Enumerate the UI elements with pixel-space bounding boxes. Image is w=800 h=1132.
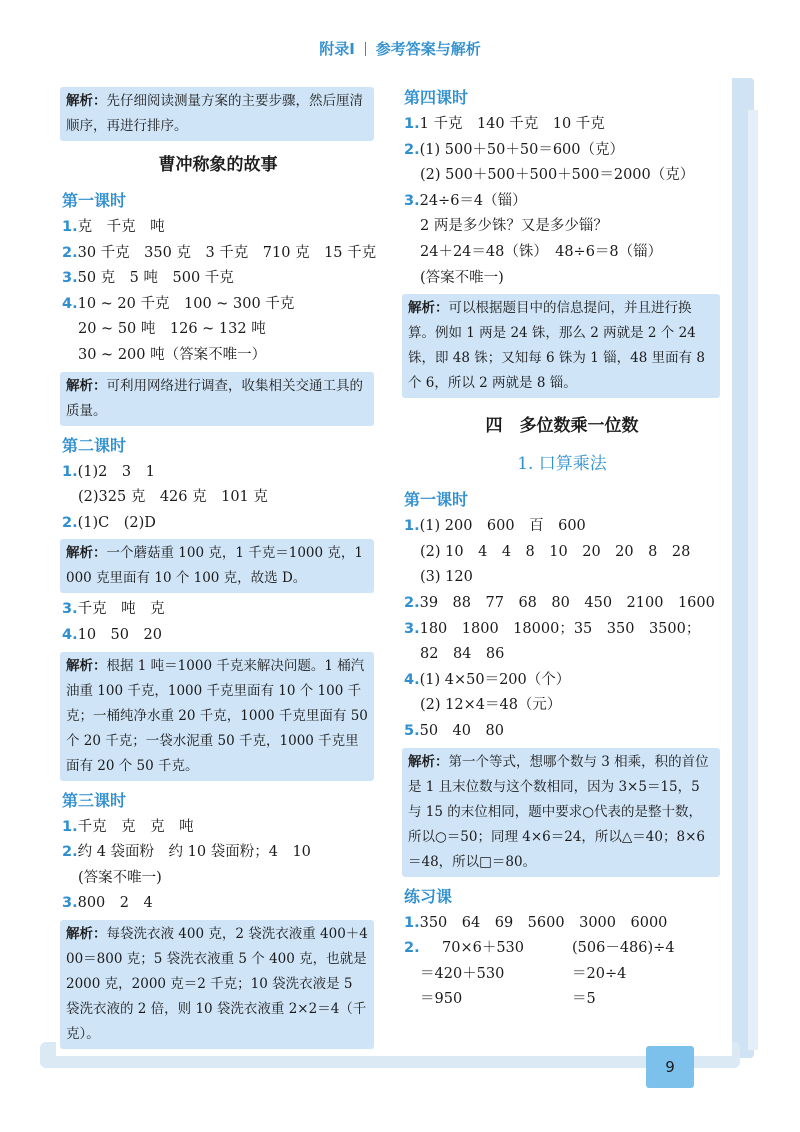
story-title: 曹冲称象的故事 [158, 155, 278, 175]
analysis-text: 可以根据题目中的信息提问，并且进行换算。例如 1 两是 24 铢，那么 2 两就是 2 个 24 铢，即 48 铢；又知每 6 铢为 1 锱，48 里面有 8 个 6，所以 2 两就是 8 锱。 [408, 300, 705, 392]
answer-line [404, 189, 720, 215]
answer-continuation: 2 两是多少铢？又是多少锱？ [420, 218, 608, 235]
analysis-text: 一个蘑菇重 100 克，1 千克＝1000 克，1000 克里面有 10 个 100 克，故选 D。 [66, 545, 363, 587]
question-number: 2. [404, 141, 420, 158]
calc-step: 70×6＋530 [442, 940, 525, 957]
question-number: 3. [404, 192, 420, 209]
answer-continuation: (2) 500＋500＋500＋500＝2000（克） [420, 167, 695, 184]
question-number: 2. [62, 244, 78, 261]
answer-text: 50 克 5 吨 500 千克 [77, 270, 234, 287]
answer-line [62, 511, 374, 537]
lesson-heading: 第三课时 [62, 790, 127, 810]
answer-line [404, 112, 720, 138]
answer-line [62, 840, 374, 866]
analysis-box [402, 294, 720, 398]
answer-text: (1) 4×50＝200（个） [419, 671, 571, 688]
answer-line [62, 815, 374, 841]
analysis-label: 解析： [408, 753, 449, 770]
analysis-text: 第一个等式，想哪个数与 3 相乘，积的首位是 1 且末位数与这个数相同，因为 3×5＝15，5 与 15 的末位相同，题中要求○代表的是整十数，所以○＝50；同理 4×6＝24，所以△＝40；8×6＝48，所以□＝80。 [408, 753, 709, 870]
question-number: 1. [62, 818, 78, 835]
question-number: 5. [404, 722, 420, 739]
answer-text: (1)2 3 1 [77, 463, 155, 480]
answer-text: 180 1800 18000；35 350 3500； [419, 620, 701, 637]
calc-step: ＝420＋530 [420, 965, 505, 982]
calculation-row [404, 962, 720, 988]
answer-line [404, 719, 720, 745]
answer-text: 350 64 69 5600 3000 6000 [419, 914, 668, 931]
question-number: 4. [62, 295, 78, 312]
answer-line [404, 138, 720, 164]
question-number: 3. [404, 620, 420, 637]
question-number: 3. [62, 270, 78, 287]
answer-line [62, 266, 374, 292]
header-separator [365, 42, 366, 56]
analysis-text: 可利用网络进行调查，收集相关交通工具的质量。 [66, 377, 363, 419]
question-number: 3. [62, 895, 78, 912]
subsection-title: 1. 口算乘法 [517, 454, 607, 475]
answer-line [62, 292, 374, 318]
analysis-text: 每袋洗衣液 400 克，2 袋洗衣液重 400＋400＝800 克；5 袋洗衣液重 5 个 400 克，也就是 2000 克，2000 克＝2 千克；10 袋洗衣液是 5 袋洗衣液的 2 倍，则 10 袋洗衣液重 2×2＝4（千克）。 [66, 925, 368, 1042]
analysis-label: 解析： [66, 925, 107, 942]
running-header [0, 38, 800, 59]
analysis-box [60, 652, 374, 781]
answer-line [62, 215, 374, 241]
analysis-box [60, 539, 374, 593]
calc-step: ＝5 [572, 991, 596, 1008]
answer-continuation: 20 ~ 50 吨 126 ~ 132 吨 [78, 321, 266, 338]
answer-line [404, 911, 720, 937]
answer-continuation: 24＋24＝48（铢） 48÷6＝8（锱） [420, 243, 663, 260]
lesson-heading: 第四课时 [404, 88, 469, 107]
question-number: 2. [62, 844, 78, 861]
answer-text: (1) 500＋50＋50＝600（克） [419, 141, 625, 158]
question-number: 1. [404, 116, 420, 132]
answer-text: 克 千克 吨 [77, 219, 165, 235]
question-number: 3. [62, 601, 78, 618]
answer-text: 24÷6＝4（锱） [419, 192, 527, 209]
analysis-label: 解析： [408, 300, 449, 317]
question-number: 4. [404, 671, 420, 688]
answer-continuation: (3) 120 [420, 569, 473, 586]
answer-text: 千克 克 克 吨 [77, 818, 194, 835]
appendix-label: 附录Ⅰ [319, 40, 355, 58]
question-number: 4. [62, 626, 78, 643]
question-number: 2. [404, 940, 420, 957]
answer-line [62, 891, 374, 917]
lesson-heading: 第一课时 [404, 490, 469, 510]
analysis-label: 解析： [66, 657, 107, 674]
answer-line [404, 591, 720, 617]
calc-step: (506－486)÷4 [572, 940, 675, 957]
unit-title: 四 多位数乘一位数 [485, 416, 639, 437]
answer-text: 800 2 4 [77, 895, 153, 912]
analysis-text: 先仔细阅读测量方案的主要步骤，然后厘清顺序，再进行排序。 [66, 93, 363, 134]
answer-text: 千克 吨 克 [77, 601, 165, 618]
answer-text: (1) 200 600 百 600 [419, 518, 586, 535]
answer-text: 10 ~ 20 千克 100 ~ 300 千克 [77, 295, 295, 312]
question-number: 1. [62, 463, 78, 480]
calculation-row [404, 936, 720, 962]
calc-step: ＝950 [420, 991, 463, 1008]
lesson-heading: 第一课时 [62, 191, 127, 210]
page-edge-decoration-inner [748, 110, 758, 1050]
analysis-box [60, 920, 374, 1049]
answer-continuation: (2)325 克 426 克 101 克 [78, 489, 268, 506]
analysis-box [60, 372, 374, 426]
answer-text: 50 40 80 [419, 722, 504, 739]
answer-text: 39 88 77 68 80 450 2100 1600 [419, 594, 715, 611]
lesson-heading: 练习课 [404, 886, 453, 906]
answer-line [404, 668, 720, 694]
answer-line [62, 597, 374, 623]
left-column [62, 84, 377, 1053]
page-number: 9 [646, 1046, 694, 1088]
answer-text: 30 千克 350 克 3 千克 710 克 15 千克 [77, 244, 377, 261]
answer-continuation: (2) 12×4＝48（元） [420, 697, 562, 714]
calc-step: ＝20÷4 [572, 965, 627, 982]
right-column [404, 84, 720, 1013]
lesson-heading: 第二课时 [62, 435, 127, 455]
analysis-label: 解析： [66, 545, 107, 562]
analysis-box [402, 748, 720, 877]
answer-line [404, 514, 720, 540]
calculation-row [404, 987, 720, 1013]
question-number: 2. [62, 514, 78, 531]
analysis-box [60, 87, 374, 141]
question-number: 1. [404, 914, 420, 931]
answer-text: (1)C (2)D [77, 514, 156, 531]
analysis-label: 解析： [66, 377, 107, 394]
answer-line [62, 460, 374, 486]
answer-text: 约 4 袋面粉 约 10 袋面粉；4 10 [77, 844, 311, 861]
question-number: 1. [62, 219, 78, 235]
answer-continuation: 30 ~ 200 吨（答案不唯一） [78, 346, 267, 363]
question-number: 1. [404, 518, 420, 535]
answer-line [62, 623, 374, 649]
answer-continuation: (2) 10 4 4 8 10 20 20 8 28 [420, 543, 691, 560]
answer-text: 10 50 20 [77, 626, 162, 643]
answer-text: 1 千克 140 千克 10 千克 [419, 116, 605, 132]
answer-continuation: (答案不唯一) [78, 869, 162, 886]
answer-continuation: (答案不唯一) [420, 269, 504, 286]
question-number: 2. [404, 594, 420, 611]
answer-continuation: 82 84 86 [420, 646, 505, 663]
analysis-label: 解析： [66, 93, 107, 109]
answer-line [404, 617, 720, 643]
header-title: 参考答案与解析 [375, 40, 481, 58]
answer-line [62, 241, 377, 267]
analysis-text: 根据 1 吨＝1000 千克来解决问题。1 桶汽油重 100 千克，1000 千克里面有 10 个 100 千克；一桶纯净水重 20 千克，1000 千克里面有 50 个 20 千克；一袋水泥重 50 千克，1000 千克里面有 20 个 50 千克。 [66, 657, 368, 774]
